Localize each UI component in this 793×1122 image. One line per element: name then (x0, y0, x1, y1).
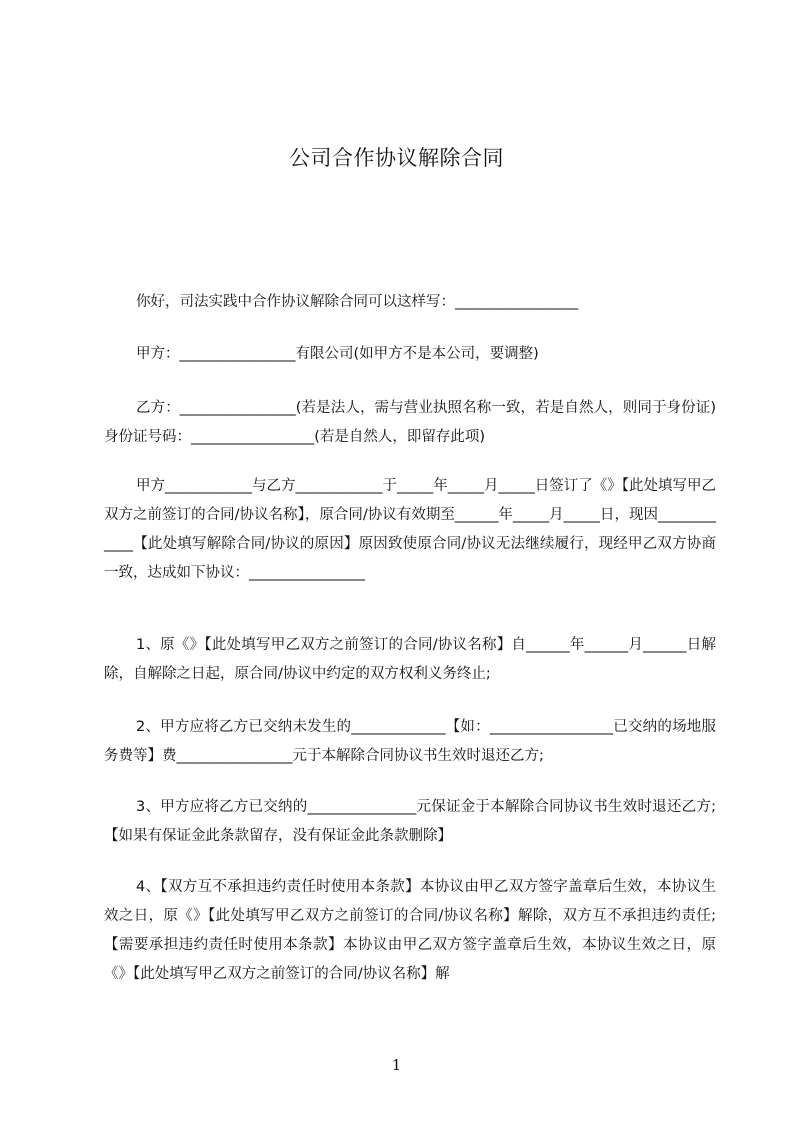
clause-2-paragraph: 2、甲方应将乙方已交纳未发生的_____________【如：_________________已交纳的场地服务费等】费________________元于本解除合同协议书生效时退还乙方; (104, 719, 716, 764)
clause-1-paragraph: 1、原《》【此处填写甲乙双方之前签订的合同/协议名称】自______年______月______日解除，自解除之日起，原合同/协议中约定的双方权利义务终止; (104, 637, 716, 682)
page-number: 1 (391, 1056, 402, 1074)
document-title: 公司合作协议解除合同 (289, 146, 504, 170)
clause-3-paragraph: 3、甲方应将乙方已交纳的_______________元保证金于本解除合同协议书生效时退还乙方;【如果有保证金此条款留存，没有保证金此条款删除】 (104, 799, 716, 844)
party-a-paragraph: 甲方：________________有限公司(如甲方不是本公司，要调整) (136, 346, 539, 362)
party-b-paragraph: 乙方：________________(若是法人，需与营业执照名称一致，若是自然人，则同于身份证)身份证号码：_________________(若是自然人，即留存此项) (104, 400, 716, 445)
intro-paragraph: 你好，司法实践中合作协议解除合同可以这样写：_________________ (136, 294, 579, 310)
clause-4-paragraph: 4、【双方互不承担违约责任时使用本条款】本协议由甲乙双方签字盖章后生效，本协议生效之日，原《》【此处填写甲乙双方之前签订的合同/协议名称】解除，双方互不承担违约责任;【需要承担违约责任时使用本条款】本协议由甲乙双方签字盖章后生效，本协议生效之日，原《》【此处填写甲乙双方之前签订的合同/协议名称】解 (104, 879, 716, 982)
agreement-background-paragraph: 甲方____________与乙方____________于_____年_____月_____日签订了《》【此处填写甲乙双方之前签订的合同/协议名称】，原合同/协议有效期至______年_____月_____日，现因____________【此处填写解除合同/协议的原因】原因致使原合同/协议无法继续履行，现经甲乙双方协商一致，达成如下协议：________________ (104, 478, 716, 581)
